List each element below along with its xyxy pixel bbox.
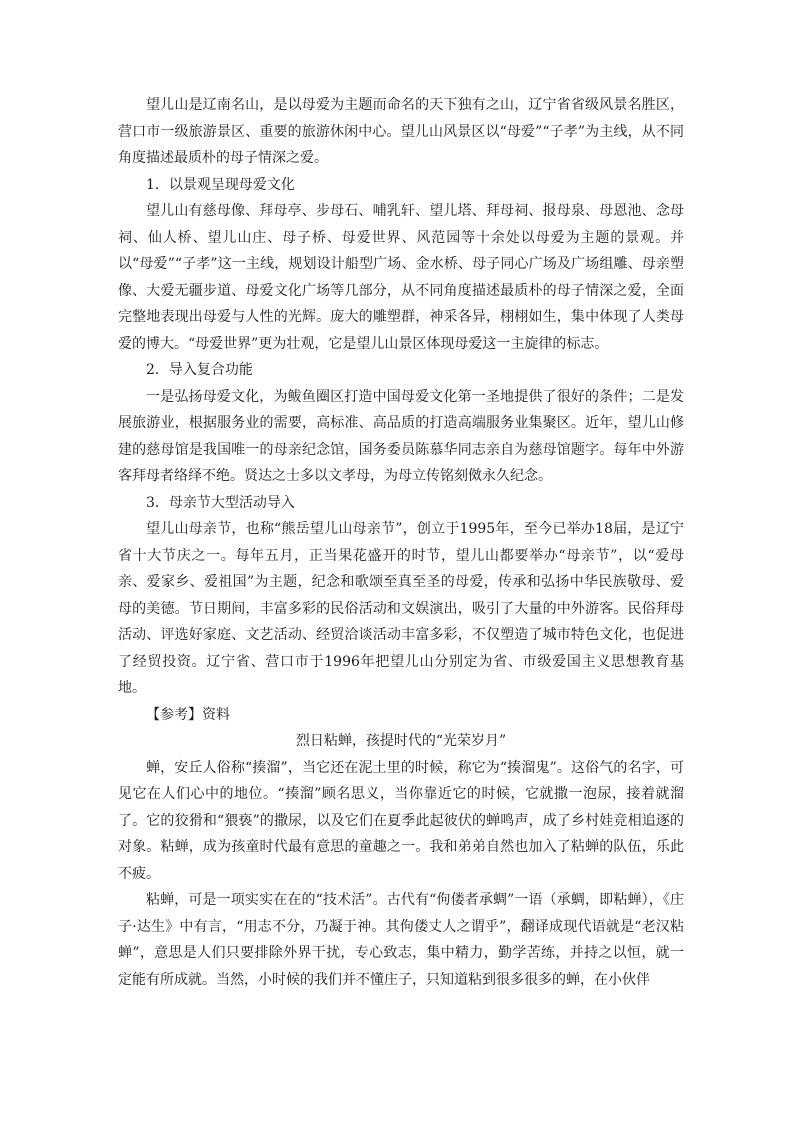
section-paragraph-2: 一是弘扬母爱文化，为鲅鱼圈区打造中国母爱文化第一圣地提供了很好的条件；二是发展旅游业，根据服务业的需要，高标准、高品质的打造高端服务业集聚区。近年，望儿山修建的慈母馆是我国唯一的母亲纪念馆，国务委员陈慕华同志亲自为慈母馆题字。每年中外游客拜母者络绎不绝。贤达之士多以文孝母，为母立传铭刻傚永久纪念。 [118,388,684,484]
reference-label: 【参考】资料 [146,706,230,723]
section-heading-1: 1．以景观呈现母爱文化 [146,176,295,193]
section-paragraph-1: 望儿山有慈母像、拜母亭、步母石、哺乳轩、望儿塔、拜母祠、报母泉、母恩池、念母祠、仙人桥、望儿山庄、母子桥、母爱世界、风范园等十余处以母爱为主题的景观。并以“母爱”“子孝”这一主线，规划设计船型广场、金水桥、母子同心广场及广场组雕、母亲塑像、大爱无疆步道、母爱文化广场等几部分，从不同角度描述最质朴的母子情深之爱，全面完整地表现出母爱与人性的光辉。庞大的雕塑群，神采各异，栩栩如生，集中体现了人类母爱的博大。“母爱世界”更为壮观，它是望儿山景区体现母爱这一主旋律的标志。 [118,203,684,352]
article-title: 烈日粘蝉，孩提时代的“光荣岁月” [295,733,507,749]
article-paragraph-2: 粘蝉，可是一项实实在在的“技术活”。古代有“佝偻者承蜩”一语（承蜩，即粘蝉），《庄子·达生》中有言，“用志不分，乃凝于神。其佝偻丈人之谓乎”，翻译成现代语就是“老汉粘蝉”，意思是人们只要排除外界干扰，专心致志，集中精力，勤学苦练，并持之以恒，就一定能有所成就。当然，小时候的我们并不懂庄子，只知道粘到很多很多的蝉，在小伙伴 [118,892,684,988]
section-paragraph-3: 望儿山母亲节，也称“熊岳望儿山母亲节”，创立于1995年，至今已举办18届，是辽宁省十大节庆之一。每年五月，正当果花盛开的时节，望儿山都要举办“母亲节”，以“爱母亲、爱家乡、爱祖国”为主题，纪念和歌颂至真至圣的母爱，传承和弘扬中华民族敬母、爱母的美德。节日期间，丰富多彩的民俗活动和文娱演出，吸引了大量的中外游客。民俗拜母活动、评选好家庭、文艺活动、经贸洽谈活动丰富多彩，不仅塑造了城市特色文化，也促进了经贸投资。辽宁省、营口市于1996年把望儿山分别定为省、市级爱国主义思想教育基地。 [118,521,684,696]
section-heading-3: 3．母亲节大型活动导入 [146,494,295,511]
document-page [118,92,684,993]
intro-paragraph: 望儿山是辽南名山，是以母爱为主题而命名的天下独有之山，辽宁省省级风景名胜区，营口市一级旅游景区、重要的旅游休闲中心。望儿山风景区以“母爱”“子孝”为主线，从不同角度描述最质朴的母子情深之爱。 [118,97,684,166]
article-paragraph-1: 蝉，安丘人俗称“揍溜”，当它还在泥土里的时候，称它为“揍溜鬼”。这俗气的名字，可见它在人们心中的地位。“揍溜”顾名思义，当你靠近它的时候，它就撒一泡尿，接着就溜了。它的狡猾和“猥亵”的撒尿，以及它们在夏季此起彼伏的蝉鸣声，成了乡村娃竞相追逐的对象。粘蝉，成为孩童时代最有意思的童趣之一。我和弟弟自然也加入了粘蝉的队伍，乐此不疲。 [118,759,684,882]
section-heading-2: 2．导入复合功能 [146,362,253,378]
